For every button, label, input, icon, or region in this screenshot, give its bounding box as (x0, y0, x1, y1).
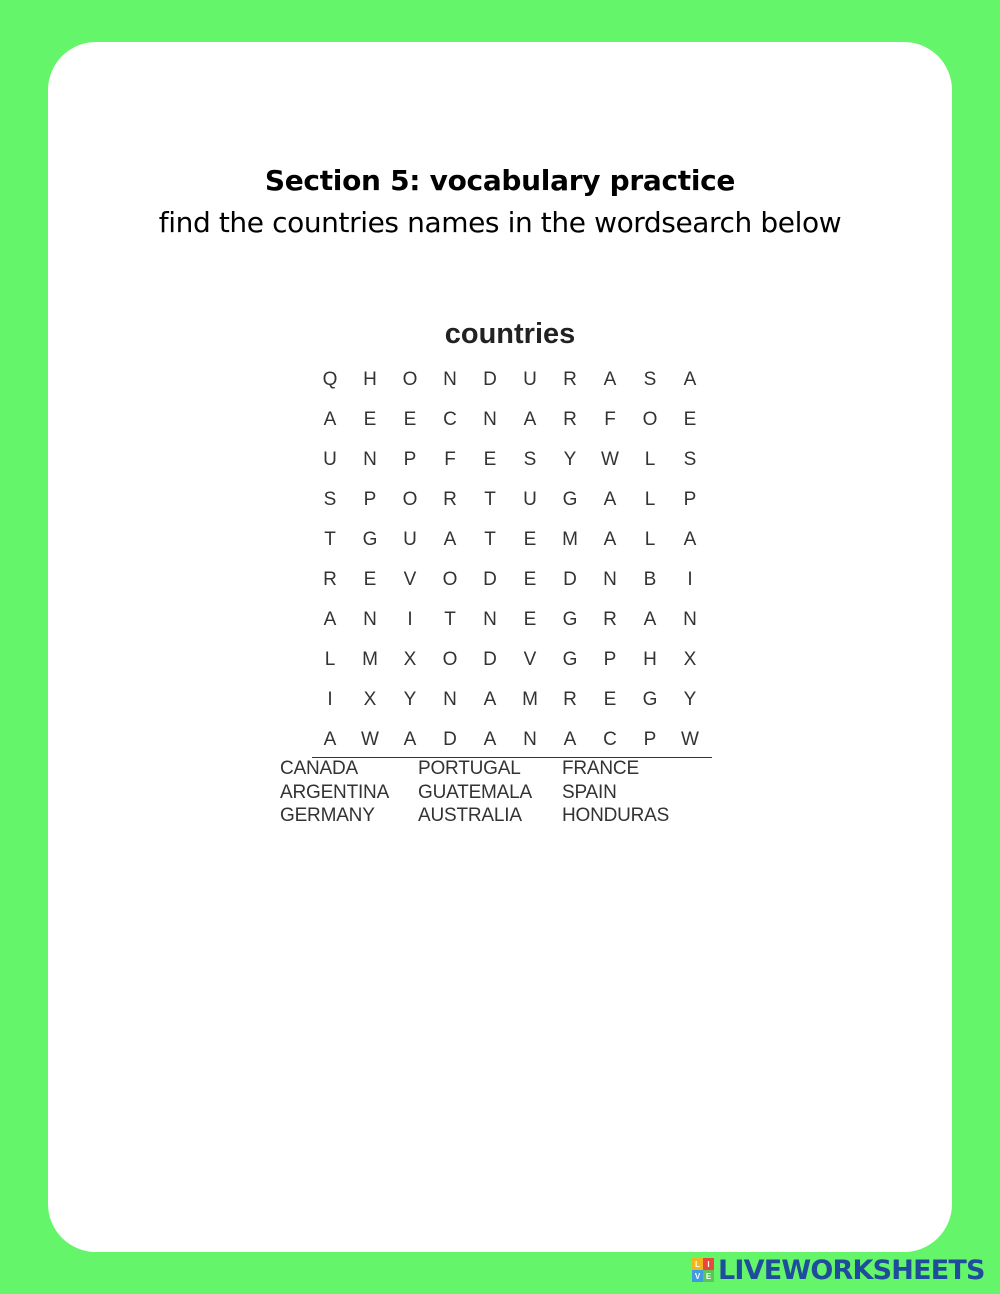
word-list-item: SPAIN (562, 781, 617, 803)
grid-letter[interactable]: N (443, 689, 457, 710)
grid-letter[interactable]: R (443, 489, 457, 510)
grid-letter[interactable]: E (523, 609, 537, 630)
grid-letter[interactable]: L (644, 449, 656, 470)
grid-letter[interactable]: A (603, 369, 617, 390)
logo-letter: E (703, 1270, 714, 1282)
grid-letter[interactable]: U (523, 489, 537, 510)
grid-row (310, 480, 710, 520)
grid-letter[interactable]: R (603, 609, 617, 630)
grid-letter[interactable]: N (443, 369, 457, 390)
grid-letter[interactable]: S (643, 369, 657, 390)
grid-letter[interactable]: N (483, 609, 497, 630)
grid-row (310, 600, 710, 640)
grid-letter[interactable]: U (523, 369, 537, 390)
grid-letter[interactable]: R (563, 689, 577, 710)
brand-name: LIVEWORKSHEETS (718, 1254, 985, 1286)
grid-letter[interactable]: E (483, 449, 497, 470)
word-list-item: GERMANY (280, 805, 375, 826)
grid-row (310, 440, 710, 480)
grid-letter[interactable]: A (603, 489, 617, 510)
grid-letter[interactable]: Y (403, 689, 417, 710)
grid-letter[interactable]: Y (563, 449, 577, 470)
liveworksheets-logo-icon (692, 1258, 714, 1282)
grid-letter[interactable]: O (442, 569, 458, 590)
grid-row (310, 400, 710, 440)
grid-letter[interactable]: C (603, 729, 617, 750)
grid-letter[interactable]: D (563, 569, 577, 590)
grid-letter[interactable]: O (402, 369, 418, 390)
grid-letter[interactable]: N (683, 609, 697, 630)
grid-letter[interactable]: T (484, 489, 496, 510)
grid-letter[interactable]: A (483, 729, 497, 750)
grid-letter[interactable]: X (403, 649, 417, 670)
grid-letter[interactable]: H (363, 369, 377, 390)
logo-letter: I (703, 1258, 714, 1270)
grid-letter[interactable]: A (603, 529, 617, 550)
grid-letter[interactable]: L (644, 529, 656, 550)
grid-letter[interactable]: V (403, 569, 417, 590)
grid-letter[interactable]: A (443, 529, 457, 550)
grid-letter[interactable]: H (643, 649, 657, 670)
word-list-item: AUSTRALIA (418, 805, 522, 826)
logo-letter: L (692, 1258, 703, 1270)
grid-row (310, 640, 710, 680)
grid-letter[interactable]: U (403, 529, 417, 550)
wordsearch-grid[interactable] (310, 360, 710, 760)
word-list-item: HONDURAS (562, 805, 670, 826)
word-list-item: CANADA (280, 758, 358, 779)
grid-letter[interactable]: E (683, 409, 697, 430)
grid-row (310, 360, 710, 400)
grid-letter[interactable]: A (403, 729, 417, 750)
grid-letter[interactable]: W (681, 729, 699, 750)
grid-letter[interactable]: Y (683, 689, 697, 710)
section-heading: Section 5: vocabulary practice (264, 164, 736, 197)
grid-letter[interactable]: G (562, 489, 578, 510)
liveworksheets-brand (692, 1253, 985, 1287)
grid-letter[interactable]: F (604, 409, 616, 430)
grid-letter[interactable]: M (522, 689, 538, 710)
grid-letter[interactable]: E (403, 409, 417, 430)
grid-letter[interactable]: A (683, 529, 697, 550)
word-list-item: PORTUGAL (418, 758, 521, 779)
grid-letter[interactable]: I (687, 569, 693, 590)
grid-letter[interactable]: P (603, 649, 617, 670)
grid-letter[interactable]: A (483, 689, 497, 710)
grid-letter[interactable]: T (324, 529, 336, 550)
grid-row (310, 720, 710, 760)
grid-letter[interactable]: G (562, 649, 578, 670)
word-list-item: ARGENTINA (280, 781, 390, 803)
grid-letter[interactable]: N (603, 569, 617, 590)
grid-letter[interactable]: A (683, 369, 697, 390)
grid-letter[interactable]: L (324, 649, 336, 670)
grid-letter[interactable]: M (562, 529, 578, 550)
grid-row (310, 560, 710, 600)
grid-letter[interactable]: G (642, 689, 658, 710)
instruction-text: find the countries names in the wordsearch below (158, 206, 842, 239)
grid-letter[interactable]: E (603, 689, 617, 710)
grid-letter[interactable]: M (362, 649, 378, 670)
grid-letter[interactable]: S (523, 449, 537, 470)
grid-letter[interactable]: P (363, 489, 377, 510)
word-list (280, 758, 702, 829)
grid-letter[interactable]: E (363, 569, 377, 590)
grid-letter[interactable]: N (363, 449, 377, 470)
grid-letter[interactable]: E (523, 569, 537, 590)
grid-letter[interactable]: B (643, 569, 657, 590)
word-list-item: GUATEMALA (418, 781, 532, 803)
grid-letter[interactable]: O (642, 409, 658, 430)
grid-letter[interactable]: D (483, 649, 497, 670)
grid-letter[interactable]: A (323, 729, 337, 750)
grid-letter[interactable]: S (683, 449, 697, 470)
grid-letter[interactable]: A (323, 409, 337, 430)
grid-letter[interactable]: I (327, 689, 333, 710)
grid-letter[interactable]: Q (322, 369, 338, 390)
grid-letter[interactable]: W (601, 449, 619, 470)
grid-letter[interactable]: S (323, 489, 337, 510)
grid-row (310, 520, 710, 560)
grid-letter[interactable]: U (323, 449, 337, 470)
grid-letter[interactable]: E (523, 529, 537, 550)
grid-letter[interactable]: R (323, 569, 337, 590)
grid-letter[interactable]: O (442, 649, 458, 670)
grid-letter[interactable]: X (683, 649, 697, 670)
grid-letter[interactable]: P (643, 729, 657, 750)
grid-letter[interactable]: R (563, 369, 577, 390)
grid-letter[interactable]: N (523, 729, 537, 750)
grid-letter[interactable]: P (403, 449, 417, 470)
grid-letter[interactable]: A (563, 729, 577, 750)
grid-letter[interactable]: D (483, 569, 497, 590)
word-list-item: FRANCE (562, 758, 639, 779)
grid-letter[interactable]: A (323, 609, 337, 630)
grid-letter[interactable]: N (363, 609, 377, 630)
grid-letter[interactable]: L (644, 489, 656, 510)
grid-letter[interactable]: C (443, 409, 457, 430)
grid-letter[interactable]: F (444, 449, 456, 470)
logo-letter: V (692, 1270, 703, 1282)
grid-letter[interactable]: A (523, 409, 537, 430)
wordsearch-title: countries (444, 318, 576, 350)
grid-letter[interactable]: W (361, 729, 379, 750)
grid-letter[interactable]: D (443, 729, 457, 750)
grid-letter[interactable]: I (407, 609, 413, 630)
grid-letter[interactable]: P (683, 489, 697, 510)
grid-letter[interactable]: O (402, 489, 418, 510)
grid-row (310, 680, 710, 720)
grid-letter[interactable]: G (362, 529, 378, 550)
grid-letter[interactable]: D (483, 369, 497, 390)
grid-letter[interactable]: R (563, 409, 577, 430)
grid-letter[interactable]: G (562, 609, 578, 630)
grid-letter[interactable]: T (444, 609, 456, 630)
grid-letter[interactable]: X (363, 689, 377, 710)
grid-letter[interactable]: T (484, 529, 496, 550)
grid-letter[interactable]: A (643, 609, 657, 630)
grid-letter[interactable]: E (363, 409, 377, 430)
grid-letter[interactable]: V (523, 649, 537, 670)
grid-letter[interactable]: N (483, 409, 497, 430)
